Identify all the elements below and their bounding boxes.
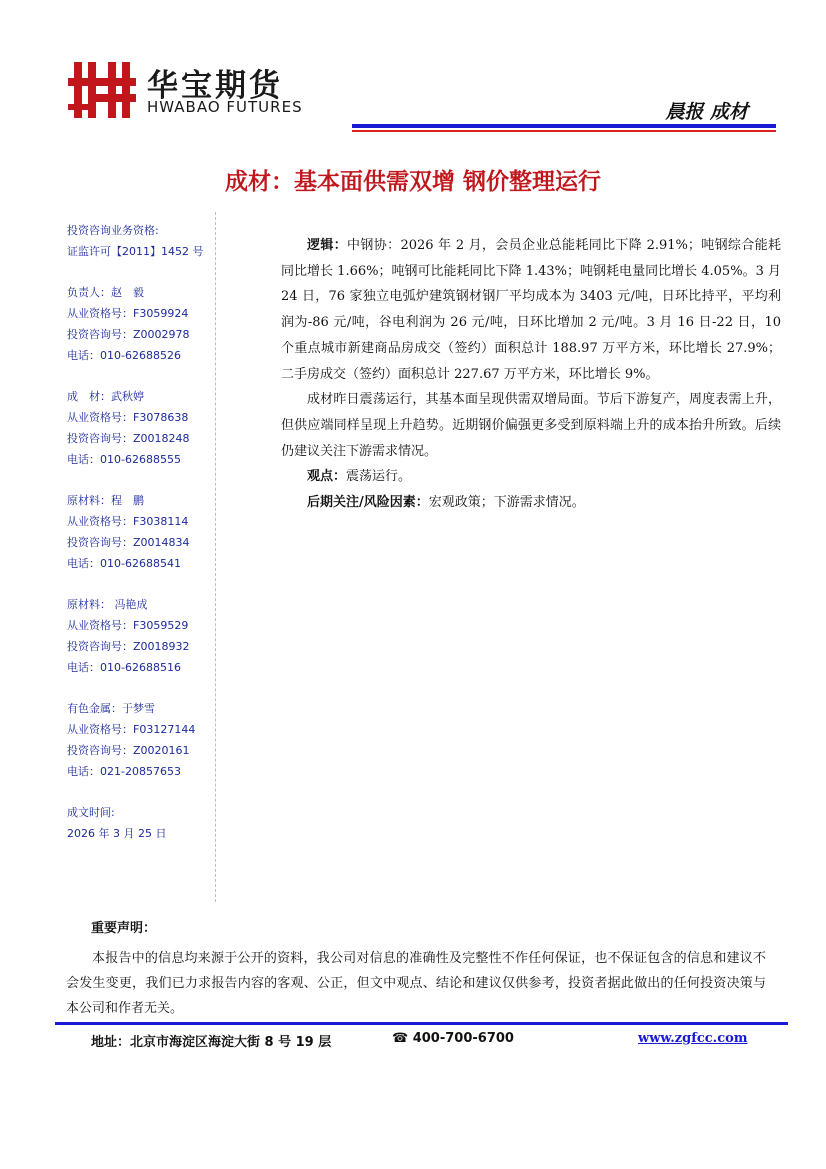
date-label: 成文时间: [67, 806, 115, 819]
analyst-role: 负责人：赵 毅 [67, 286, 144, 299]
report-body [281, 233, 781, 516]
disclaimer-title: 重要声明： [91, 921, 157, 936]
analyst-license: 从业资格号：F3059529 [67, 619, 189, 632]
analyst-card [67, 386, 190, 470]
analyst-consult: 投资咨询号：Z0002978 [67, 328, 190, 341]
view-paragraph [281, 464, 781, 490]
analyst-consult: 投资咨询号：Z0018248 [67, 432, 190, 445]
footer-rule [55, 1022, 788, 1025]
analyst-consult: 投资咨询号：Z0018932 [67, 640, 190, 653]
analyst-license: 从业资格号：F3059924 [67, 307, 189, 320]
analyst-card [67, 594, 190, 678]
view-text: 震荡运行。 [346, 469, 412, 485]
footer-address: 地址：北京市海淀区海淀大街 8 号 19 层 [91, 1035, 332, 1050]
footer-phone: ☎ 400-700-6700 [392, 1031, 514, 1046]
brand-name-cn: 华宝期货 [147, 68, 283, 104]
analyst-license: 从业资格号：F3078638 [67, 411, 189, 424]
report-tag: 晨报 成材 [665, 101, 748, 123]
analyst-phone: 电话：021-20857653 [67, 765, 181, 778]
analyst-role: 成 材：武秋婷 [67, 390, 144, 403]
qualification-license: 证监许可【2011】1452 号 [67, 245, 204, 258]
analysis-text: 成材昨日震荡运行，其基本面呈现供需双增局面。节后下游复产，周度表需上升，但供应端同样呈现上升趋势。近期钢价偏强更多受到原料端上升的成本抬升所致。后续仍建议关注下游需求情况。 [281, 392, 781, 459]
disclaimer-text: 本报告中的信息均来源于公开的资料，我公司对信息的准确性及完整性不作任何保证，也不保证包含的信息和建议不会发生变更，我们已力求报告内容的客观、公正，但文中观点、结论和建议仅供参考，投资者据此做出的任何投资决策与本公司和作者无关。 [66, 951, 766, 1016]
analyst-card [67, 282, 190, 366]
analyst-phone: 电话：010-62688516 [67, 661, 181, 674]
header-rule-red [352, 130, 776, 132]
date-value: 2026 年 3 月 25 日 [67, 827, 167, 840]
analysis-paragraph [281, 387, 781, 464]
analyst-role: 原材料： 冯艳成 [67, 598, 148, 611]
analyst-license: 从业资格号：F03127144 [67, 723, 196, 736]
risk-label: 后期关注/风险因素： [307, 495, 429, 511]
brand-name-en: HWABAO FUTURES [147, 98, 303, 116]
analyst-consult: 投资咨询号：Z0014834 [67, 536, 190, 549]
hwabao-logo-icon [68, 60, 138, 120]
risk-text: 宏观政策；下游需求情况。 [428, 495, 585, 511]
view-label: 观点： [307, 469, 347, 485]
analyst-card [67, 490, 190, 574]
company-logo [68, 60, 318, 120]
qualification-label: 投资咨询业务资格: [67, 224, 159, 237]
date-block [67, 802, 166, 844]
analyst-role: 原材料：程 鹏 [67, 494, 144, 507]
footer-website-link[interactable]: www.zgfcc.com [638, 1031, 748, 1046]
analyst-sidebar [55, 212, 216, 902]
qualification-block [67, 220, 203, 262]
analyst-license: 从业资格号：F3038114 [67, 515, 189, 528]
logic-paragraph [281, 233, 781, 387]
analyst-consult: 投资咨询号：Z0020161 [67, 744, 190, 757]
logic-text: 中钢协：2026 年 2 月，会员企业总能耗同比下降 2.91%；吨钢综合能耗同比增长 1.66%；吨钢可比能耗同比下降 1.43%；吨钢耗电量同比增长 4.05%。3 月 24 日，76 家独立电弧炉建筑钢材钢厂平均成本为 3403 元/吨，日环比持平，平均利润为-86 元/吨，谷电利润为 26 元/吨，日环比增加 2 元/吨。3 月 16 日-22 日，10 个重点城市新建商品房成交（签约）面积总计 188.97 万平方米，环比增长 27.9%；二手房成交（签约）面积总计 227.67 万平方米，环比增长 9%。 [281, 238, 781, 382]
analyst-role: 有色金属：于梦雪 [67, 702, 155, 715]
report-title: 成材：基本面供需双增 钢价整理运行 [224, 169, 601, 195]
analyst-phone: 电话：010-62688555 [67, 453, 181, 466]
analyst-card [67, 698, 195, 782]
risk-paragraph [281, 490, 781, 516]
header-rule-blue [352, 124, 776, 128]
logic-label: 逻辑： [307, 238, 348, 253]
analyst-phone: 电话：010-62688541 [67, 557, 181, 570]
analyst-phone: 电话：010-62688526 [67, 349, 181, 362]
